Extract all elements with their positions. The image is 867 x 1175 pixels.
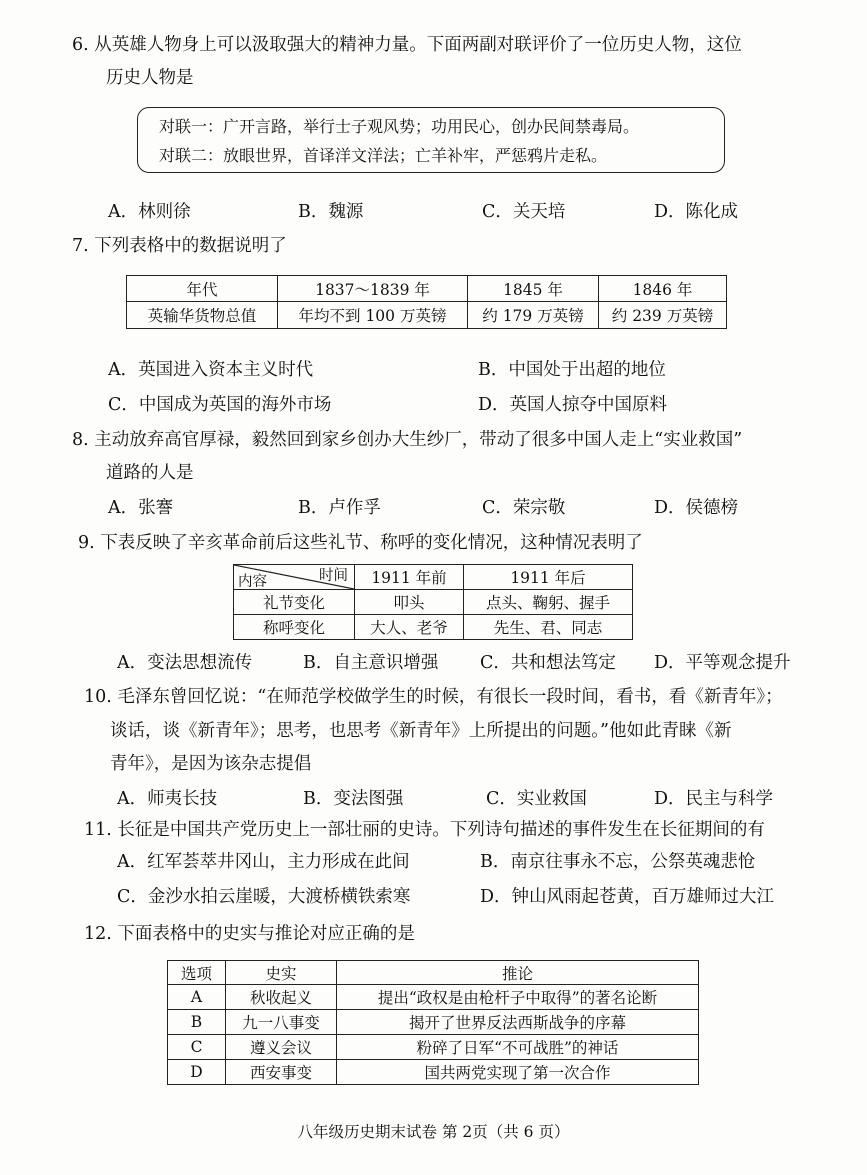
q9-option-b[interactable]: B．自主意识增强 — [303, 653, 439, 673]
q12-row-d-fact: 西安事变 — [226, 1060, 337, 1085]
q10-option-c[interactable]: C．实业救国 — [486, 789, 587, 809]
q6-option-a[interactable]: A．林则徐 — [108, 202, 191, 222]
q7-option-b[interactable]: B．中国处于出超的地位 — [478, 360, 666, 380]
q10-stem-line3: 青年》，是因为该杂志提倡 — [110, 754, 312, 774]
q9-row2-label: 称呼变化 — [234, 615, 355, 640]
q8-option-a[interactable]: A．张謇 — [108, 498, 174, 518]
q12-header-inference: 推论 — [337, 961, 699, 985]
q7-option-d[interactable]: D．英国人掠夺中国原料 — [478, 395, 668, 415]
q12-header-fact: 史实 — [226, 961, 337, 985]
q8-stem-line2: 道路的人是 — [106, 463, 194, 483]
q11-option-d[interactable]: D．钟山风雨起苍黄，百万雄师过大江 — [480, 887, 775, 907]
q12-row-b-option: B — [168, 1010, 226, 1035]
q12-header-option: 选项 — [168, 961, 226, 985]
q7-table — [126, 275, 727, 329]
q7-cell-1845: 约 179 万英镑 — [468, 302, 599, 329]
q7-header-year: 年代 — [127, 276, 278, 302]
q11-option-b[interactable]: B．南京往事永不忘，公祭英魂悲怆 — [480, 852, 756, 872]
q6-option-b[interactable]: B．魏源 — [298, 202, 364, 222]
q7-cell-label: 英输华货物总值 — [127, 302, 278, 329]
q9-corner-time: 时间 — [319, 568, 348, 584]
q9-stem: 9. 下表反映了辛亥革命前后这些礼节、称呼的变化情况，这种情况表明了 — [78, 533, 643, 553]
q9-corner-cell — [234, 565, 355, 590]
q9-header-before: 1911 年前 — [355, 565, 464, 590]
q7-cell-1837: 年均不到 100 万英镑 — [278, 302, 468, 329]
q7-option-c[interactable]: C．中国成为英国的海外市场 — [108, 395, 332, 415]
q7-header-1837: 1837～1839 年 — [278, 276, 468, 302]
q9-row1-after: 点头、鞠躬、握手 — [464, 590, 633, 615]
q12-row-c-inference: 粉碎了日军“不可战胜”的神话 — [337, 1035, 699, 1060]
q7-header-1846: 1846 年 — [599, 276, 727, 302]
q11-stem: 11. 长征是中国共产党历史上一部壮丽的史诗。下列诗句描述的事件发生在长征期间的有 — [84, 820, 765, 840]
q8-stem-line1: 8. 主动放弃高官厚禄，毅然回到家乡创办大生纱厂，带动了很多中国人走上“实业救国” — [72, 430, 743, 450]
q7-header-1845: 1845 年 — [468, 276, 599, 302]
q12-row-a-fact: 秋收起义 — [226, 985, 337, 1010]
q12-row-d-inference: 国共两党实现了第一次合作 — [337, 1060, 699, 1085]
q8-option-c[interactable]: C．荣宗敬 — [482, 498, 566, 518]
q9-row1-before: 叩头 — [355, 590, 464, 615]
q10-option-d[interactable]: D．民主与科学 — [654, 789, 774, 809]
q8-option-d[interactable]: D．侯德榜 — [654, 498, 739, 518]
q12-row-b-fact: 九一八事变 — [226, 1010, 337, 1035]
q12-row-a-option: A — [168, 985, 226, 1010]
q12-row-b-inference: 揭开了世界反法西斯战争的序幕 — [337, 1010, 699, 1035]
q10-stem-line1: 10. 毛泽东曾回忆说：“在师范学校做学生的时候，有很长一段时间，看书，看《新青年》； — [84, 687, 783, 707]
q6-couplet1: 对联一：广开言路，举行士子观风势；功用民心，创办民间禁毒局。 — [159, 117, 640, 136]
q6-couplet2: 对联二：放眼世界，首译洋文洋法；亡羊补牢，严惩鸦片走私。 — [159, 146, 608, 165]
q9-option-a[interactable]: A．变法思想流传 — [117, 653, 253, 673]
q6-stem-line2: 历史人物是 — [106, 68, 194, 88]
q6-option-c[interactable]: C．关天培 — [482, 202, 566, 222]
q9-option-c[interactable]: C．共和想法笃定 — [480, 653, 616, 673]
q9-option-d[interactable]: D．平等观念提升 — [654, 653, 791, 673]
q12-row-c-option: C — [168, 1035, 226, 1060]
q9-header-after: 1911 年后 — [464, 565, 633, 590]
q10-option-b[interactable]: B．变法图强 — [303, 789, 404, 809]
q8-option-b[interactable]: B．卢作孚 — [298, 498, 381, 518]
page-footer: 八年级历史期末试卷 第 2页（共 6 页） — [297, 1123, 570, 1141]
q9-row2-before: 大人、老爷 — [355, 615, 464, 640]
q9-table — [233, 564, 633, 640]
q10-option-a[interactable]: A．师夷长技 — [117, 789, 218, 809]
q12-table — [167, 960, 699, 1085]
q11-option-a[interactable]: A．红军荟萃井冈山，主力形成在此间 — [117, 852, 410, 872]
q12-stem: 12. 下面表格中的史实与推论对应正确的是 — [84, 924, 415, 944]
q6-stem-line1: 6. 从英雄人物身上可以汲取强大的精神力量。下面两副对联评价了一位历史人物，这位 — [72, 35, 742, 55]
q9-row2-after: 先生、君、同志 — [464, 615, 633, 640]
q12-row-a-inference: 提出“政权是由枪杆子中取得”的著名论断 — [337, 985, 699, 1010]
q7-stem: 7. 下列表格中的数据说明了 — [72, 236, 287, 256]
q10-stem-line2: 谈话，谈《新青年》；思考，也思考《新青年》上所提出的问题。”他如此青睐《新 — [110, 721, 732, 741]
q12-row-d-option: D — [168, 1060, 226, 1085]
q7-cell-1846: 约 239 万英镑 — [599, 302, 727, 329]
q11-option-c[interactable]: C．金沙水拍云崖暖，大渡桥横铁索寒 — [117, 887, 411, 907]
q9-corner-content: 内容 — [238, 574, 267, 590]
q7-option-a[interactable]: A．英国进入资本主义时代 — [108, 360, 314, 380]
q12-row-c-fact: 遵义会议 — [226, 1035, 337, 1060]
q6-option-d[interactable]: D．陈化成 — [654, 202, 739, 222]
q9-row1-label: 礼节变化 — [234, 590, 355, 615]
